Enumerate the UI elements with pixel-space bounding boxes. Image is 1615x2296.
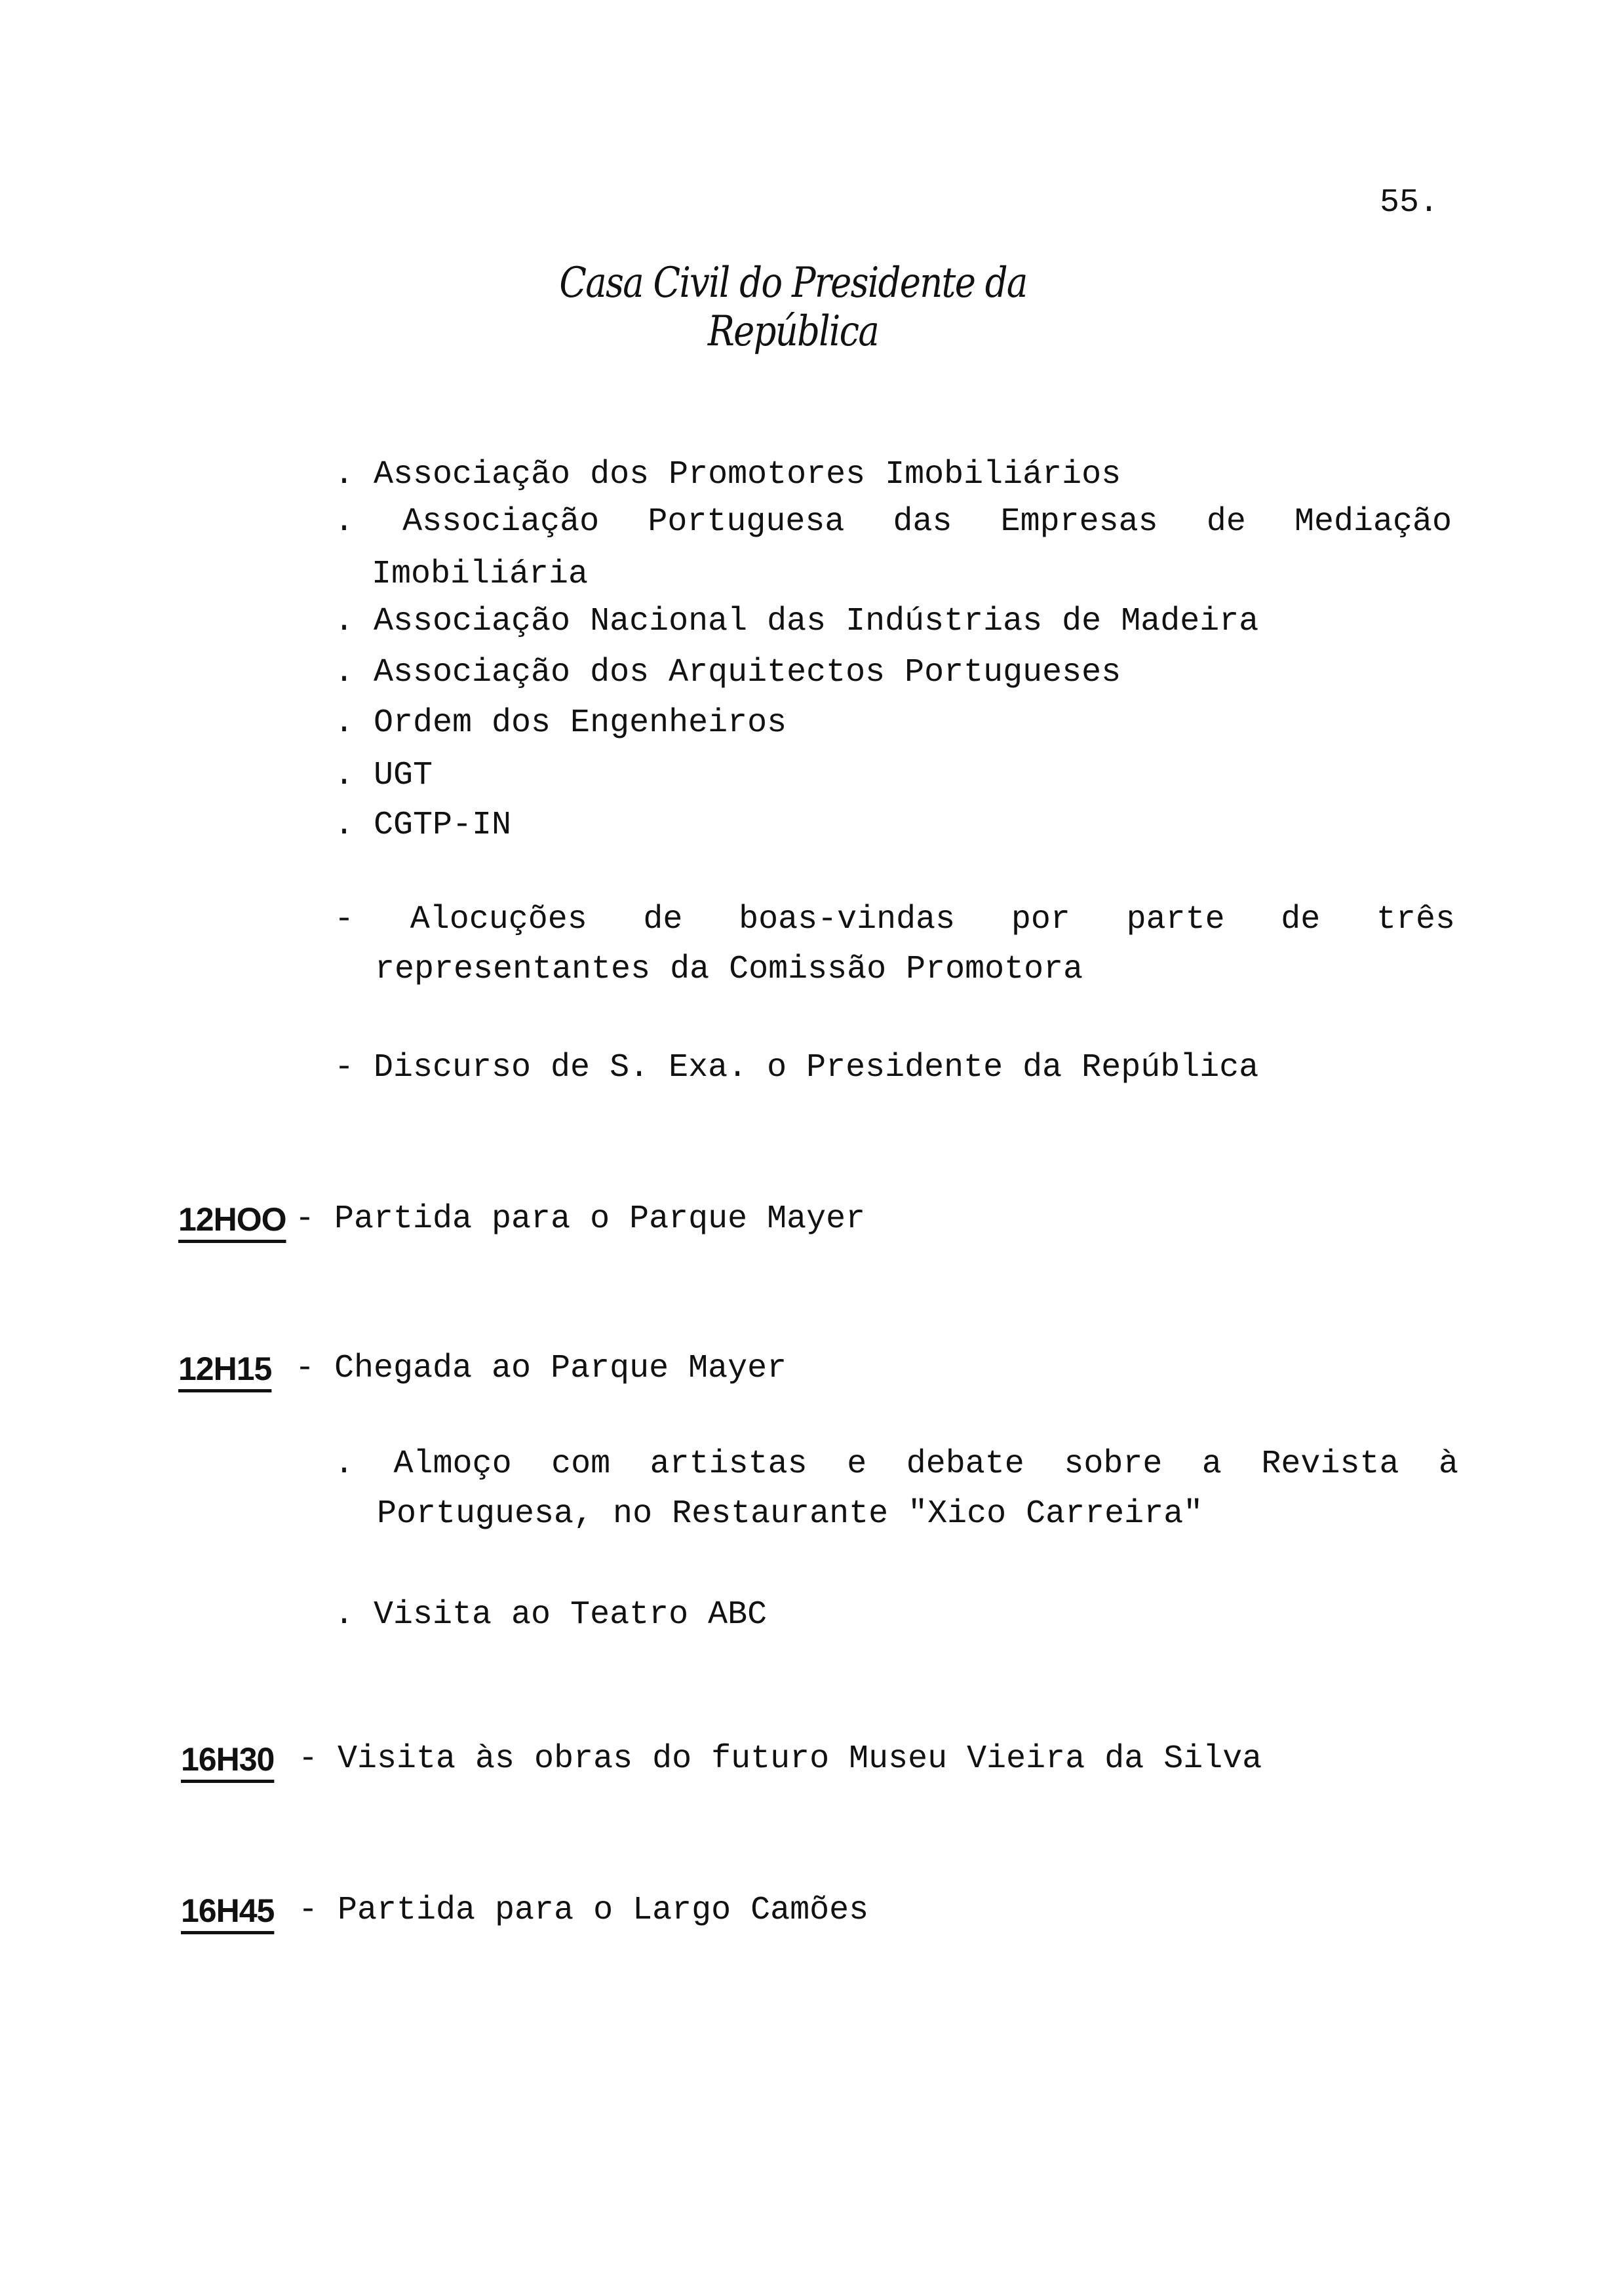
org-item-continuation: Imobiliária [372, 556, 589, 593]
sub-item-continuation: Portuguesa, no Restaurante "Xico Carreira" [377, 1495, 1203, 1533]
schedule-time: 16H45 [181, 1892, 275, 1929]
org-item: . CGTP-IN [334, 807, 512, 844]
page-number: 55. [1380, 184, 1439, 221]
schedule-time: 16H30 [181, 1741, 275, 1778]
schedule-text: - Partida para o Largo Camões [298, 1892, 869, 1929]
schedule-time: 12HOO [178, 1201, 286, 1238]
program-item: - Alocuções de boas-vindas por parte de três [334, 901, 1455, 938]
org-item: . Associação dos Arquitectos Portugueses [334, 654, 1121, 691]
org-item: . Associação Portuguesa das Empresas de Mediação [334, 503, 1452, 541]
org-item: . Associação Nacional das Indústrias de Madeira [334, 603, 1259, 640]
sub-item: . Visita ao Teatro ABC [334, 1596, 768, 1634]
sub-item: . Almoço com artistas e debate sobre a Revista à [334, 1445, 1458, 1483]
schedule-time: 12H15 [178, 1350, 272, 1387]
org-item: . Ordem dos Engenheiros [334, 704, 787, 742]
program-item: - Discurso de S. Exa. o Presidente da República [334, 1049, 1259, 1086]
org-item: . UGT [334, 757, 433, 794]
schedule-text: - Partida para o Parque Mayer [295, 1200, 866, 1238]
schedule-text: - Visita às obras do futuro Museu Vieira da Silva [298, 1740, 1262, 1778]
program-item-continuation: representantes da Comissão Promotora [375, 951, 1083, 988]
schedule-text: - Chegada ao Parque Mayer [295, 1350, 787, 1387]
letterhead: Casa Civil do Presidente da República [559, 259, 1027, 356]
org-item: . Associação dos Promotores Imobiliários [334, 456, 1121, 493]
